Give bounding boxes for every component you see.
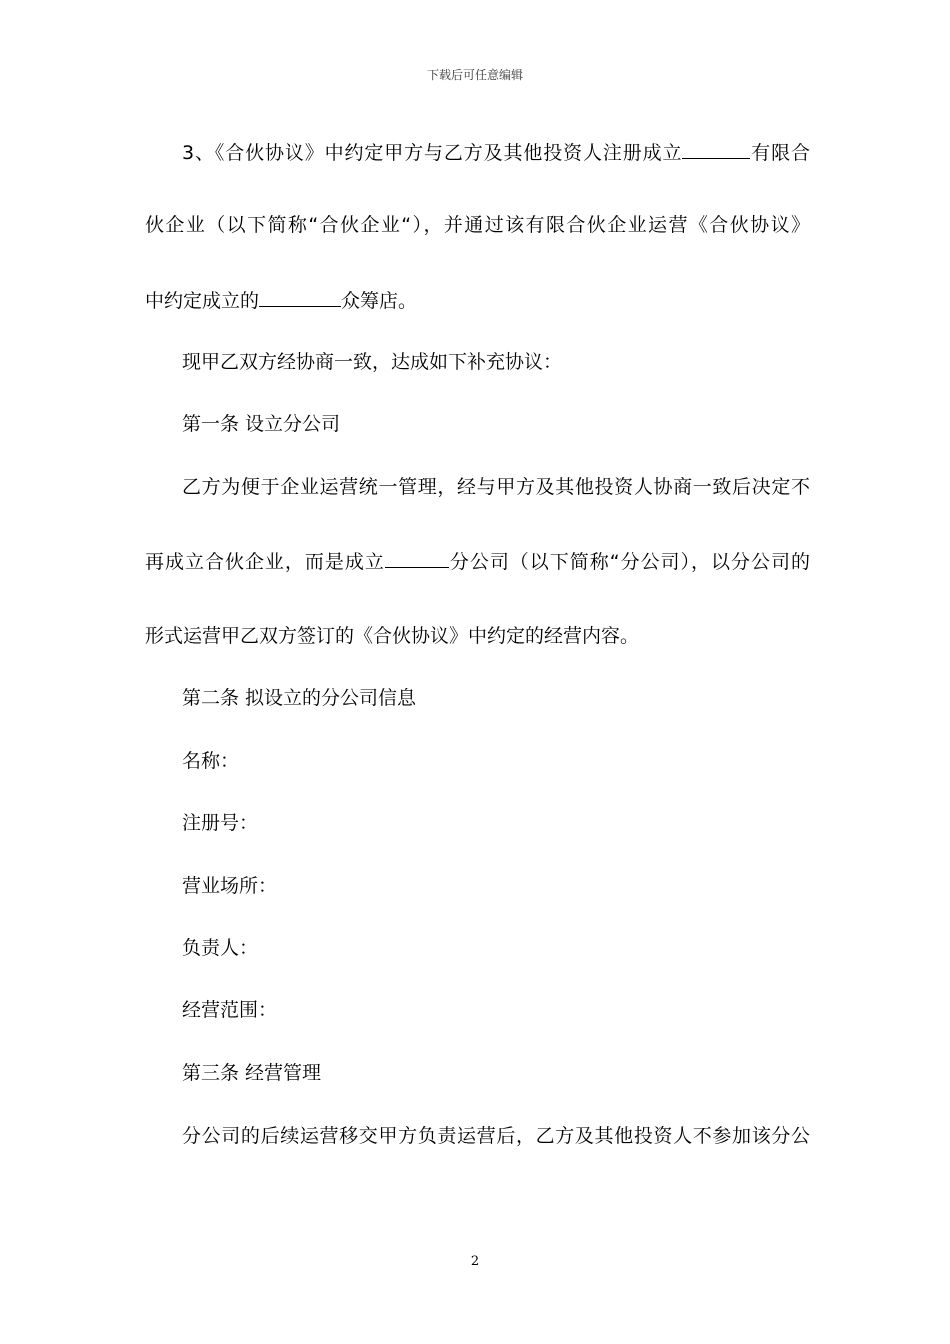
article-1-line-2 [145,549,810,574]
field-registration-number-label: 注册号： [182,812,259,834]
field-business-scope-label: 经营范围： [182,999,278,1021]
paragraph-3-line-2: 伙企业（以下简称“合伙企业“），并通过该有限合伙企业运营《合伙协议》 [145,214,810,236]
field-business-address-label: 营业场所： [182,875,278,897]
page-header: 下载后可任意编辑 [426,68,523,82]
article-1-line-2-text: 再成立合伙企业，而是成立 [145,551,385,573]
blank-branch-name [385,549,449,568]
paragraph-3-line-1 [182,140,810,165]
blank-partnership-name [682,140,750,159]
intro-paragraph: 现甲乙双方经协商一致，达成如下补充协议： [182,351,563,373]
field-name-label: 名称： [182,750,240,772]
article-2-title: 第二条 拟设立的分公司信息 [182,687,417,709]
article-1-line-2-end: 分公司（以下简称“分公司），以分公司的 [448,551,810,573]
page-number: 2 [470,1254,480,1269]
article-3-title: 第三条 经营管理 [182,1062,322,1084]
article-3-line-1: 分公司的后续运营移交甲方负责运营后，乙方及其他投资人不参加该分公 [182,1125,810,1147]
paragraph-3-line-3-end: 众筹店。 [341,290,418,312]
article-1-line-3: 形式运营甲乙双方签订的《合伙协议》中约定的经营内容。 [145,625,640,647]
paragraph-3-line-1-end: 有限合 [750,142,810,164]
paragraph-3-line-3 [145,288,810,313]
field-person-in-charge-label: 负责人： [182,937,259,959]
blank-store-name [259,288,341,307]
paragraph-3-line-1-text: 3、《合伙协议》中约定甲方与乙方及其他投资人注册成立 [182,142,683,164]
article-1-line-1: 乙方为便于企业运营统一管理，经与甲方及其他投资人协商一致后决定不 [182,476,810,498]
article-1-title: 第一条 设立分公司 [182,413,341,435]
paragraph-3-line-3-text: 中约定成立的 [145,290,260,312]
